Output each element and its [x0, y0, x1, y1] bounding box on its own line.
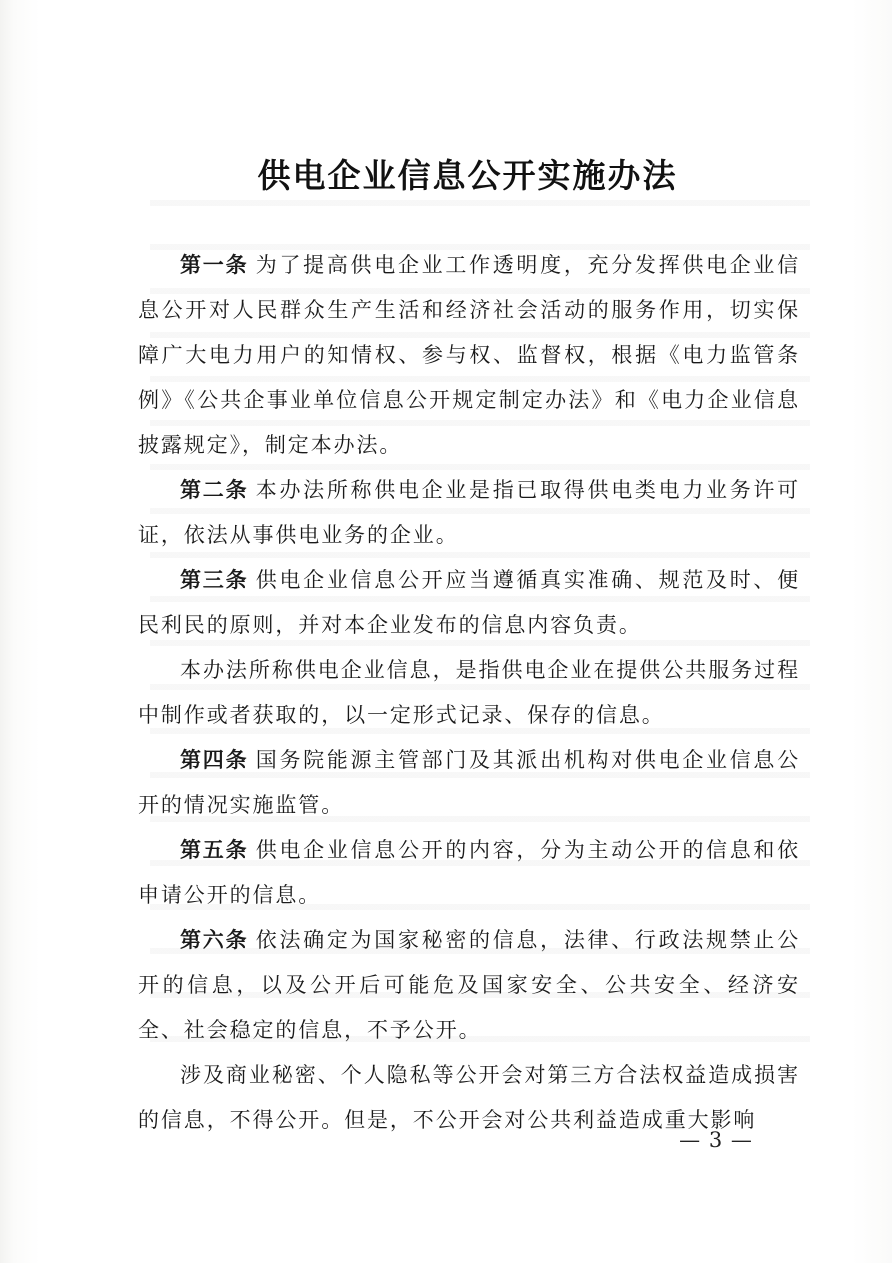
article-text: 涉及商业秘密、个人隐私等公开会对第三方合法权益造成损害的信息，不得公开。但是，不公开会对公共利益造成重大影响: [138, 1063, 800, 1132]
article-text: 供电企业信息公开的内容，分为主动公开的信息和依申请公开的信息。: [138, 838, 801, 907]
article-text: 本办法所称供电企业是指已取得供电类电力业务许可证，依法从事供电业务的企业。: [138, 478, 801, 547]
article-3: [138, 558, 800, 648]
article-3-paragraph-2: [138, 648, 800, 738]
article-4: [138, 738, 800, 828]
article-label: 第六条: [180, 928, 249, 952]
article-text: 本办法所称供电企业信息，是指供电企业在提供公共服务过程中制作或者获取的，以一定形式记录、保存的信息。: [138, 658, 800, 727]
article-text: 依法确定为国家秘密的信息，法律、行政法规禁止公开的信息，以及公开后可能危及国家安全、公共安全、经济安全、社会稳定的信息，不予公开。: [138, 928, 801, 1042]
article-label: 第四条: [180, 748, 249, 772]
article-text: 国务院能源主管部门及其派出机构对供电企业信息公开的情况实施监管。: [138, 748, 801, 817]
article-label: 第三条: [180, 568, 249, 592]
article-1: [138, 243, 800, 468]
article-text: 为了提高供电企业工作透明度，充分发挥供电企业信息公开对人民群众生产生活和经济社会活动的服务作用，切实保障广大电力用户的知情权、参与权、监督权，根据《电力监管条例》《公共企事业单位信息公开规定制定办法》和《电力企业信息披露规定》，制定本办法。: [138, 253, 801, 457]
article-2: [138, 468, 800, 558]
page-number: — 3 —: [679, 1128, 753, 1152]
article-text: 供电企业信息公开应当遵循真实准确、规范及时、便民利民的原则，并对本企业发布的信息内容负责。: [138, 568, 801, 637]
article-label: 第二条: [180, 478, 249, 502]
document-body: [138, 243, 800, 1143]
article-label: 第五条: [180, 838, 249, 862]
article-5: [138, 828, 800, 918]
article-6: [138, 918, 800, 1053]
document-title: 供电企业信息公开实施办法: [257, 156, 678, 195]
article-label: 第一条: [180, 253, 249, 277]
